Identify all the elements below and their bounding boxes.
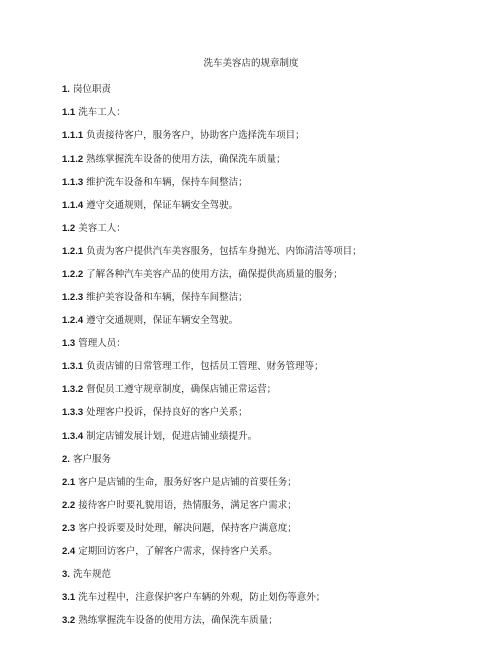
item-text: 制定店铺发展计划，促进店铺业绩提升。 xyxy=(86,431,258,442)
item-text: 遵守交通规则，保证车辆安全驾驶。 xyxy=(86,200,239,211)
list-item xyxy=(62,223,126,235)
list-item xyxy=(62,407,248,419)
item-number: 2.3 xyxy=(62,523,76,534)
list-item xyxy=(62,500,297,512)
item-number: 1.2.3 xyxy=(62,292,84,303)
item-number: 2. xyxy=(62,454,70,465)
item-text: 客户投诉要及时处理，解决问题，保持客户满意度； xyxy=(78,523,297,534)
list-item xyxy=(62,384,276,396)
item-number: 1.1.4 xyxy=(62,200,84,211)
list-item xyxy=(62,177,248,189)
item-text: 定期回访客户，了解客户需求，保持客户关系。 xyxy=(78,546,278,557)
item-text: 熟练掌握洗车设备的使用方法，确保洗车质量； xyxy=(86,154,286,165)
item-text: 负责接待客户，服务客户，协助客户选择洗车项目； xyxy=(86,130,305,141)
list-item xyxy=(62,592,325,604)
item-text: 美容工人： xyxy=(78,223,126,234)
list-item xyxy=(62,269,343,281)
list-item xyxy=(62,546,278,558)
list-item xyxy=(62,361,324,373)
list-item xyxy=(62,338,126,350)
list-item xyxy=(62,130,305,142)
item-number: 1.2 xyxy=(62,223,76,234)
item-text: 洗车工人： xyxy=(78,107,126,118)
item-number: 2.4 xyxy=(62,546,76,557)
item-number: 1.1.2 xyxy=(62,154,84,165)
list-item xyxy=(62,200,238,212)
list-item xyxy=(62,569,111,581)
item-text: 督促员工遵守规章制度，确保店铺正常运营； xyxy=(86,384,277,395)
item-number: 3. xyxy=(62,569,70,580)
item-number: 1.3.4 xyxy=(62,431,84,442)
item-text: 洗车规范 xyxy=(72,569,111,580)
list-item xyxy=(62,292,248,304)
item-number: 3.2 xyxy=(62,615,76,626)
item-text: 管理人员： xyxy=(78,338,126,349)
item-text: 接待客户时要礼貌用语，热情服务，满足客户需求； xyxy=(78,500,297,511)
item-number: 1.1.1 xyxy=(62,130,84,141)
item-number: 3.1 xyxy=(62,592,76,603)
list-item xyxy=(62,454,111,466)
item-text: 维护美容设备和车辆，保持车间整洁； xyxy=(86,292,248,303)
list-item xyxy=(62,315,238,327)
item-text: 维护洗车设备和车辆，保持车间整洁； xyxy=(86,177,248,188)
document-title: 洗车美容店的规章制度 xyxy=(203,58,299,69)
list-item xyxy=(62,431,257,443)
list-item xyxy=(62,246,362,258)
item-number: 1. xyxy=(62,84,70,95)
item-number: 2.1 xyxy=(62,477,76,488)
item-number: 1.1 xyxy=(62,107,76,118)
item-number: 2.2 xyxy=(62,500,76,511)
item-text: 客户服务 xyxy=(72,454,111,465)
item-text: 负责为客户提供汽车美容服务，包括车身抛光、内饰清洁等项目； xyxy=(86,246,362,257)
list-item xyxy=(62,523,297,535)
item-text: 客户是店铺的生命，服务好客户是店铺的首要任务； xyxy=(78,477,297,488)
item-number: 1.2.1 xyxy=(62,246,84,257)
item-text: 了解各种汽车美容产品的使用方法，确保提供高质量的服务； xyxy=(86,269,343,280)
list-item xyxy=(62,477,297,489)
item-number: 1.3.3 xyxy=(62,407,84,418)
item-number: 1.2.2 xyxy=(62,269,84,280)
item-text: 处理客户投诉，保持良好的客户关系； xyxy=(86,407,248,418)
item-text: 岗位职责 xyxy=(72,84,111,95)
item-number: 1.1.3 xyxy=(62,177,84,188)
list-item xyxy=(62,107,126,119)
list-item xyxy=(62,154,286,166)
list-item xyxy=(62,84,111,96)
item-text: 洗车过程中，注意保护客户车辆的外观，防止划伤等意外； xyxy=(78,592,326,603)
item-text: 熟练掌握洗车设备的使用方法，确保洗车质量； xyxy=(78,615,278,626)
item-text: 负责店铺的日常管理工作，包括员工管理、财务管理等； xyxy=(86,361,324,372)
item-number: 1.3 xyxy=(62,338,76,349)
item-number: 1.3.2 xyxy=(62,384,84,395)
item-number: 1.2.4 xyxy=(62,315,84,326)
item-number: 1.3.1 xyxy=(62,361,84,372)
item-text: 遵守交通规则，保证车辆安全驾驶。 xyxy=(86,315,239,326)
list-item xyxy=(62,615,278,627)
